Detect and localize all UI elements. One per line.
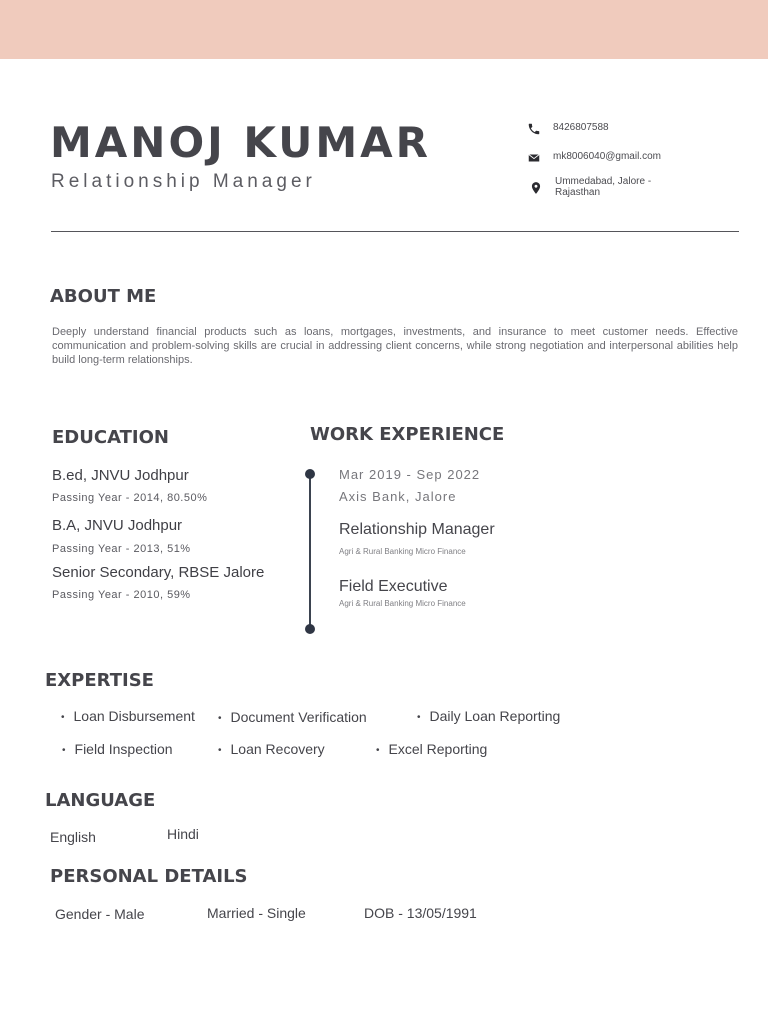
work-dates: Mar 2019 - Sep 2022: [339, 467, 481, 482]
contact-address-line1: Ummedabad, Jalore -: [555, 176, 652, 187]
language-item: English: [50, 829, 96, 845]
work-role-sub: Agri & Rural Banking Micro Finance: [339, 599, 466, 608]
education-item-title: B.ed, JNVU Jodhpur: [52, 467, 189, 484]
top-color-band: [0, 0, 768, 59]
phone-icon: [527, 122, 541, 136]
education-item-title: B.A, JNVU Jodhpur: [52, 517, 183, 534]
education-heading: EDUCATION: [52, 427, 169, 448]
expertise-item: • Excel Reporting: [376, 741, 488, 757]
timeline-line: [309, 474, 311, 629]
timeline-dot-bottom: [305, 624, 315, 634]
education-item-sub: Passing Year - 2013, 51%: [52, 543, 191, 555]
language-heading: LANGUAGE: [45, 790, 156, 811]
expertise-item: • Document Verification: [218, 709, 367, 725]
work-heading: WORK EXPERIENCE: [310, 424, 505, 445]
contact-address-line2: Rajasthan: [555, 187, 601, 198]
personal-item: Gender - Male: [55, 906, 145, 922]
personal-item: DOB - 13/05/1991: [364, 905, 477, 921]
expertise-item: • Loan Recovery: [218, 741, 325, 757]
personal-item: Married - Single: [207, 905, 306, 921]
work-company: Axis Bank, Jalore: [339, 489, 457, 504]
contact-phone[interactable]: 8426807588: [553, 122, 609, 133]
language-item: Hindi: [167, 826, 199, 842]
work-role-title: Relationship Manager: [339, 521, 495, 538]
work-role-sub: Agri & Rural Banking Micro Finance: [339, 547, 466, 556]
education-item-sub: Passing Year - 2014, 80.50%: [52, 492, 208, 504]
location-pin-icon: [529, 181, 543, 195]
candidate-name: MANOJ KUMAR: [50, 118, 431, 167]
contact-email[interactable]: mk8006040@gmail.com: [553, 151, 661, 162]
work-role-title: Field Executive: [339, 578, 448, 595]
header-divider: [51, 231, 739, 232]
mail-icon: [527, 151, 541, 165]
personal-heading: PERSONAL DETAILS: [50, 866, 248, 887]
expertise-heading: EXPERTISE: [45, 670, 154, 691]
education-item-title: Senior Secondary, RBSE Jalore: [52, 564, 265, 581]
expertise-item: • Field Inspection: [62, 741, 173, 757]
education-item-sub: Passing Year - 2010, 59%: [52, 589, 191, 601]
candidate-role: Relationship Manager: [51, 171, 316, 192]
about-text: Deeply understand financial products such as loans, mortgages, investments, and insurance to meet customer needs. Effective communication and problem-solving skills are crucial in addressing client concerns, while strong negotiation and interpersonal abilities help build long-term relationships.: [52, 326, 738, 366]
timeline-dot-top: [305, 469, 315, 479]
about-heading: ABOUT ME: [50, 286, 157, 307]
expertise-item: • Daily Loan Reporting: [417, 708, 561, 724]
expertise-item: • Loan Disbursement: [61, 708, 195, 724]
